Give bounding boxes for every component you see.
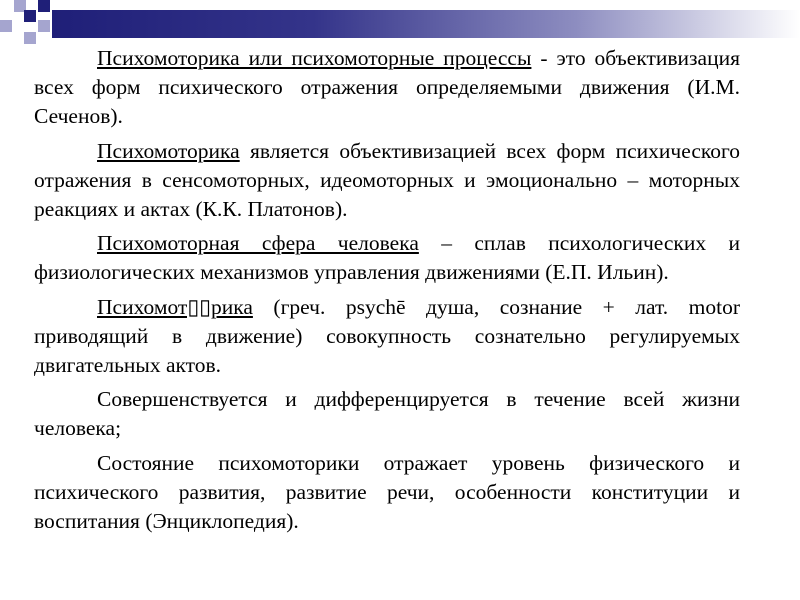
header-decoration xyxy=(0,0,800,44)
decor-square xyxy=(24,10,36,22)
definition-text: - это объективизация всех форм психического отражения определяемыми движения (И.М. Сеченов). xyxy=(34,46,740,128)
paragraph-text: Совершенствуется и дифференцируется в течение всей жизни человека; xyxy=(34,387,740,440)
definition-paragraph xyxy=(34,137,740,224)
definition-paragraph xyxy=(34,229,740,287)
definition-paragraph xyxy=(34,293,740,380)
definition-term: Психомот▯▯рика xyxy=(97,294,253,319)
decor-square xyxy=(24,32,36,44)
body-paragraph xyxy=(34,385,740,443)
decor-square xyxy=(38,20,50,32)
header-gradient-band xyxy=(52,10,800,38)
definition-term: Психомоторная сфера человека xyxy=(97,231,419,255)
definition-paragraph xyxy=(34,44,740,131)
definition-term: Психомоторика xyxy=(97,138,240,163)
slide-body xyxy=(34,44,740,541)
definition-text: – сплав психологических и физиологических механизмов управления движениями (Е.П. Ильин). xyxy=(34,231,741,284)
definition-text: является объективизацией всех форм психического отражения в сенсомоторных, идеомоторных и эмоционально – моторных реакциях и актах (К.К. Платонов). xyxy=(34,138,740,221)
decor-square xyxy=(38,0,50,12)
definition-term: Психомоторика или психомоторные процессы xyxy=(97,46,532,70)
paragraph-text: Состояние психомоторики отражает уровень физического и психического развития, развитие речи, особенности конституции и воспитания (Энциклопедия). xyxy=(34,450,740,533)
definition-text: (греч. psychē душа, сознание + лат. motor приводящий в движение) совокупность сознательно регулируемых двигательных актов. xyxy=(34,294,740,377)
body-paragraph xyxy=(34,449,740,536)
decor-square xyxy=(0,20,12,32)
